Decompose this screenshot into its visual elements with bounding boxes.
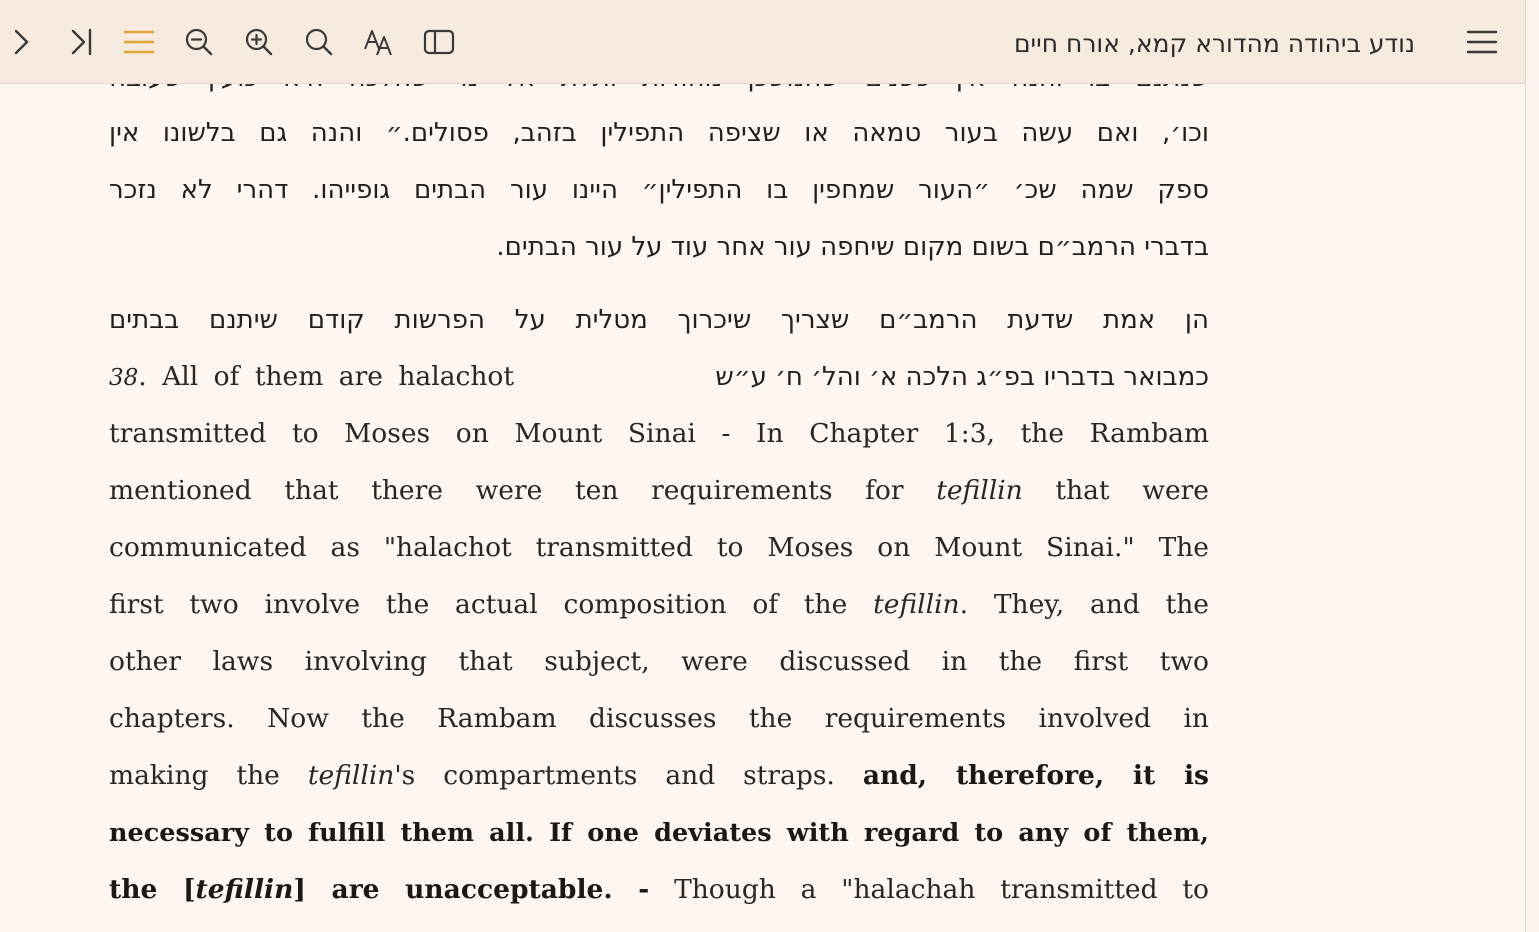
main-menu-button[interactable] [1462,20,1502,64]
mixed-text-line [109,357,1209,397]
hebrew-text-line: ספק שמה שכ׳ ״העור שמחפין בו התפילין״ היינו עור הבתים גופייהו. דהרי לא נזכר [109,175,1209,205]
english-text: . All of them are halachot [138,361,515,392]
bold-text: the [tefillin] are unacceptable. - [109,874,650,905]
last-page-button[interactable] [60,20,100,64]
zoom-out-button[interactable] [179,20,219,64]
scrollbar[interactable] [1525,0,1539,932]
chevron-right-icon [10,27,32,57]
english-text-line: making the tefillin's compartments and straps. and, therefore, it is [109,760,1209,791]
english-text-line: communicated as "halachot transmitted to Moses on Mount Sinai." The [109,532,1209,563]
italic-term: tefillin [936,475,1023,506]
zoom-out-icon [184,27,214,57]
next-page-button[interactable] [1,20,41,64]
search-button[interactable] [299,20,339,64]
search-icon [304,27,334,57]
hebrew-text: כמבואר בדבריו בפ״ג הלכה א׳ והל׳ ח׳ ע״ש [715,362,1209,392]
english-text-line: transmitted to Moses on Mount Sinai - In Chapter 1:3, the Rambam [109,418,1209,449]
bold-text: necessary to fulfill them all. If one deviates with regard to any of them, [109,818,1209,848]
hamburger-icon [1466,28,1498,56]
hebrew-text-line: הן אמת שדעת הרמב״ם שצריך שיכרוך מטלית על הפרשות קודם שיתנם בבתים [109,305,1209,335]
reader-content [109,0,1209,932]
reader-toolbar [0,0,1525,84]
english-text-line: chapters. Now the Rambam discusses the requirements involved in [109,703,1209,734]
english-text-line: mentioned that there were ten requirements for tefillin that were [109,475,1209,506]
italic-term: tefillin [307,760,395,791]
bold-text: and, therefore, it is [862,760,1209,791]
menu-lines-icon [123,28,155,56]
book-title: נודע ביהודה מהדורא קמא, אורח חיים [1013,29,1415,58]
english-text-line [109,813,1209,853]
hebrew-text-line: בדברי הרמב״ם בשום מקום שיחפה עור אחר עוד על עור הבתים. [496,232,1209,262]
english-text-line: the [tefillin] are unacceptable. - Though a "halachah transmitted to [109,874,1209,905]
note-intro [109,357,514,397]
english-text-line: first two involve the actual composition of the tefillin. They, and the [109,589,1209,620]
skip-to-end-icon [65,27,95,57]
hebrew-text-line: וכו׳, ואם עשה בעור טמאה או שציפה התפילין בזהב, פסולים.״ והנה גם בלשונו אין [109,118,1209,148]
zoom-in-icon [244,27,274,57]
english-text-line: other laws involving that subject, were discussed in the first two [109,646,1209,677]
italic-term: tefillin [873,589,960,620]
sidebar-icon [423,28,455,56]
toc-button[interactable] [119,20,159,64]
note-number[interactable]: 38 [109,365,139,391]
sidebar-toggle-button[interactable] [419,20,459,64]
zoom-in-button[interactable] [239,20,279,64]
font-settings-button[interactable] [359,20,399,64]
text-size-icon [363,27,395,57]
